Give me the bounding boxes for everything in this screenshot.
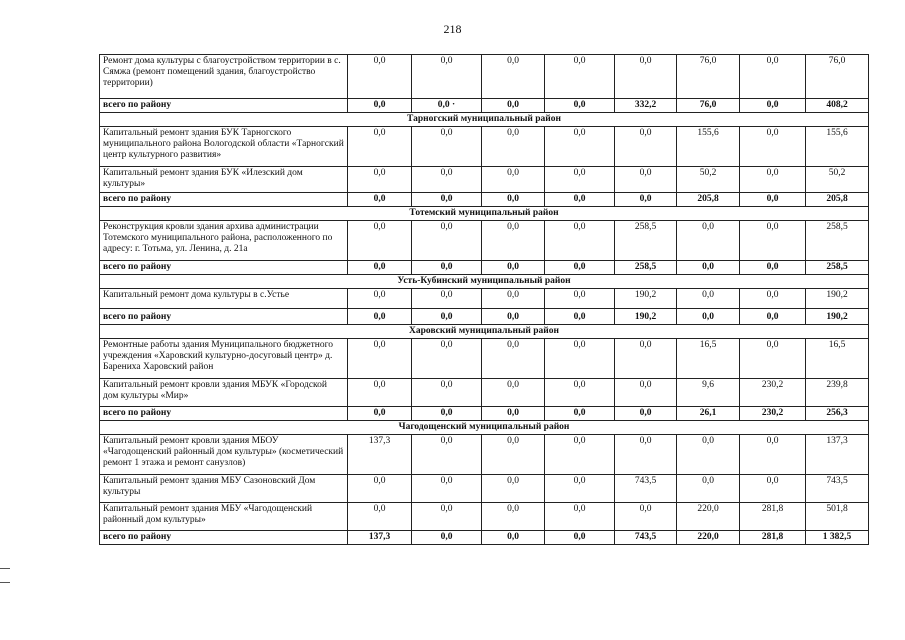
value-cell: 0,0	[482, 127, 545, 167]
value-cell: 16,5	[677, 339, 740, 379]
value-cell: 205,8	[806, 193, 869, 207]
table-row	[100, 435, 869, 475]
table-row	[100, 289, 869, 309]
district-name: Тотемский муниципальный район	[100, 207, 869, 221]
value-cell: 0,0	[615, 379, 677, 407]
item-name: Реконструкция кровли здания архива администрации Тотемского муниципального района, расположенного по адресу: г. Тотьма, ул. Ленина, д. 21а	[100, 221, 348, 261]
table-row	[100, 475, 869, 503]
value-cell: 0,0	[482, 309, 545, 325]
value-cell: 0,0	[740, 261, 806, 275]
value-cell: 0,0	[482, 193, 545, 207]
value-cell: 0,0	[545, 99, 615, 113]
value-cell: 0,0	[348, 221, 412, 261]
value-cell: 0,0	[412, 55, 482, 99]
value-cell: 0,0	[545, 531, 615, 545]
value-cell: 0,0	[348, 167, 412, 193]
district-name: Тарногский муниципальный район	[100, 113, 869, 127]
value-cell: 0,0	[482, 261, 545, 275]
value-cell: 0,0	[545, 221, 615, 261]
table-row	[100, 167, 869, 193]
value-cell: 0,0	[615, 55, 677, 99]
value-cell: 220,0	[677, 503, 740, 531]
value-cell: 0,0	[677, 289, 740, 309]
value-cell: 332,2	[615, 99, 677, 113]
district-total-row	[100, 193, 869, 207]
value-cell: 26,1	[677, 407, 740, 421]
value-cell: 0,0	[412, 339, 482, 379]
value-cell: 258,5	[615, 221, 677, 261]
value-cell: 0,0	[482, 55, 545, 99]
value-cell: 0,0	[545, 503, 615, 531]
value-cell: 0,0	[348, 475, 412, 503]
value-cell: 256,3	[806, 407, 869, 421]
value-cell: 0,0	[348, 261, 412, 275]
value-cell: 155,6	[806, 127, 869, 167]
value-cell: 0,0	[348, 309, 412, 325]
table-row	[100, 379, 869, 407]
district-header-row	[100, 421, 869, 435]
value-cell: 0,0	[482, 289, 545, 309]
item-name: Капитальный ремонт дома культуры в с.Устье	[100, 289, 348, 309]
district-name: Чагодощенский муниципальный район	[100, 421, 869, 435]
value-cell: 0,0	[348, 193, 412, 207]
value-cell: 0,0	[545, 167, 615, 193]
value-cell: 0,0	[482, 99, 545, 113]
table-row	[100, 503, 869, 531]
total-label: всего по району	[100, 99, 348, 113]
table-row	[100, 339, 869, 379]
district-name: Харовский муниципальный район	[100, 325, 869, 339]
value-cell: 0,0	[740, 309, 806, 325]
value-cell: 0,0	[677, 435, 740, 475]
table-row	[100, 127, 869, 167]
value-cell: 0,0	[677, 309, 740, 325]
value-cell: 239,8	[806, 379, 869, 407]
value-cell: 0,0	[348, 127, 412, 167]
value-cell: 50,2	[677, 167, 740, 193]
value-cell: 0,0	[482, 167, 545, 193]
value-cell: 0,0	[740, 475, 806, 503]
value-cell: 0,0	[740, 55, 806, 99]
value-cell: 0,0	[545, 193, 615, 207]
item-name: Капитальный ремонт здания БУК «Илезский дом культуры»	[100, 167, 348, 193]
value-cell: 0,0	[740, 167, 806, 193]
value-cell: 258,5	[806, 221, 869, 261]
value-cell: 0,0	[545, 309, 615, 325]
value-cell: 137,3	[348, 435, 412, 475]
value-cell: 220,0	[677, 531, 740, 545]
value-cell: 0,0	[412, 221, 482, 261]
value-cell: 0,0	[412, 379, 482, 407]
total-label: всего по району	[100, 261, 348, 275]
value-cell: 0,0	[740, 339, 806, 379]
district-total-row	[100, 407, 869, 421]
district-total-row	[100, 99, 869, 113]
value-cell: 0,0	[615, 127, 677, 167]
value-cell: 408,2	[806, 99, 869, 113]
value-cell: 0,0	[545, 475, 615, 503]
value-cell: 0,0	[545, 55, 615, 99]
district-header-row	[100, 113, 869, 127]
value-cell: 0,0	[412, 407, 482, 421]
value-cell: 0,0	[740, 127, 806, 167]
value-cell: 0,0	[615, 339, 677, 379]
value-cell: 0,0	[677, 475, 740, 503]
value-cell: 0,0	[545, 261, 615, 275]
table-row	[100, 55, 869, 99]
value-cell: 0,0	[348, 55, 412, 99]
value-cell: 0,0	[412, 309, 482, 325]
total-label: всего по району	[100, 193, 348, 207]
value-cell: 0,0	[615, 193, 677, 207]
value-cell: 0,0	[545, 127, 615, 167]
value-cell: 137,3	[348, 531, 412, 545]
value-cell: 190,2	[806, 289, 869, 309]
item-name: Капитальный ремонт кровли здания МБОУ «Чагодощенский районный дом культуры» (косметический ремонт 1 этажа и ремонт санузлов)	[100, 435, 348, 475]
value-cell: 0,0	[615, 503, 677, 531]
district-header-row	[100, 325, 869, 339]
value-cell: 0,0	[348, 289, 412, 309]
value-cell: 76,0	[677, 55, 740, 99]
value-cell: 1 382,5	[806, 531, 869, 545]
value-cell: 0,0	[545, 407, 615, 421]
value-cell: 0,0	[412, 475, 482, 503]
total-label: всего по району	[100, 407, 348, 421]
value-cell: 0,0	[412, 127, 482, 167]
margin-mark	[0, 568, 10, 569]
value-cell: 743,5	[806, 475, 869, 503]
value-cell: 0,0	[740, 193, 806, 207]
item-name: Капитальный ремонт здания МБУ Сазоновский Дом культуры	[100, 475, 348, 503]
value-cell: 0,0	[412, 503, 482, 531]
table-row	[100, 221, 869, 261]
district-header-row	[100, 275, 869, 289]
item-name: Капитальный ремонт здания МБУ «Чагодощенский районный дом культуры»	[100, 503, 348, 531]
value-cell: 0,0	[482, 221, 545, 261]
value-cell: 190,2	[615, 309, 677, 325]
value-cell: 137,3	[806, 435, 869, 475]
value-cell: 0,0	[740, 99, 806, 113]
value-cell: 0,0	[412, 531, 482, 545]
value-cell: 0,0	[482, 503, 545, 531]
value-cell: 0,0	[482, 379, 545, 407]
value-cell: 0,0	[348, 339, 412, 379]
value-cell: 0,0	[615, 435, 677, 475]
value-cell: 0,0	[677, 261, 740, 275]
value-cell: 50,2	[806, 167, 869, 193]
value-cell: 0,0	[348, 503, 412, 531]
value-cell: 0,0	[482, 475, 545, 503]
value-cell: 281,8	[740, 531, 806, 545]
value-cell: 0,0	[412, 261, 482, 275]
value-cell: 0,0	[482, 407, 545, 421]
district-total-row	[100, 531, 869, 545]
value-cell: 0,0 ·	[412, 99, 482, 113]
value-cell: 16,5	[806, 339, 869, 379]
district-total-row	[100, 309, 869, 325]
value-cell: 501,8	[806, 503, 869, 531]
value-cell: 0,0	[412, 193, 482, 207]
item-name: Ремонт дома культуры с благоустройством территории в с. Сямжа (ремонт помещений здания, благоустройство территории)	[100, 55, 348, 99]
value-cell: 230,2	[740, 407, 806, 421]
value-cell: 0,0	[482, 435, 545, 475]
value-cell: 0,0	[412, 435, 482, 475]
value-cell: 0,0	[482, 531, 545, 545]
value-cell: 258,5	[806, 261, 869, 275]
value-cell: 0,0	[740, 435, 806, 475]
value-cell: 9,6	[677, 379, 740, 407]
value-cell: 0,0	[740, 289, 806, 309]
value-cell: 155,6	[677, 127, 740, 167]
district-header-row	[100, 207, 869, 221]
item-name: Капитальный ремонт кровли здания МБУК «Городской дом культуры «Мир»	[100, 379, 348, 407]
value-cell: 743,5	[615, 475, 677, 503]
value-cell: 0,0	[740, 221, 806, 261]
value-cell: 0,0	[545, 435, 615, 475]
page-number: 218	[443, 22, 462, 36]
value-cell: 230,2	[740, 379, 806, 407]
value-cell: 0,0	[615, 407, 677, 421]
value-cell: 76,0	[806, 55, 869, 99]
value-cell: 258,5	[615, 261, 677, 275]
value-cell: 0,0	[348, 379, 412, 407]
budget-table	[99, 54, 869, 545]
value-cell: 743,5	[615, 531, 677, 545]
value-cell: 0,0	[677, 221, 740, 261]
value-cell: 0,0	[348, 99, 412, 113]
value-cell: 205,8	[677, 193, 740, 207]
value-cell: 0,0	[545, 289, 615, 309]
value-cell: 190,2	[615, 289, 677, 309]
value-cell: 0,0	[412, 167, 482, 193]
value-cell: 0,0	[615, 167, 677, 193]
value-cell: 76,0	[677, 99, 740, 113]
value-cell: 0,0	[545, 379, 615, 407]
item-name: Капитальный ремонт здания БУК Тарногского муниципального района Вологодской области «Тарногский центр культурного развития»	[100, 127, 348, 167]
value-cell: 0,0	[412, 289, 482, 309]
district-name: Усть-Кубинский муниципальный район	[100, 275, 869, 289]
item-name: Ремонтные работы здания Муниципального бюджетного учреждения «Харовский культурно-досуговый центр» д. Барениха Харовский район	[100, 339, 348, 379]
value-cell: 0,0	[482, 339, 545, 379]
value-cell: 281,8	[740, 503, 806, 531]
total-label: всего по району	[100, 309, 348, 325]
value-cell: 0,0	[348, 407, 412, 421]
district-total-row	[100, 261, 869, 275]
value-cell: 0,0	[545, 339, 615, 379]
total-label: всего по району	[100, 531, 348, 545]
margin-mark	[0, 582, 10, 583]
value-cell: 190,2	[806, 309, 869, 325]
